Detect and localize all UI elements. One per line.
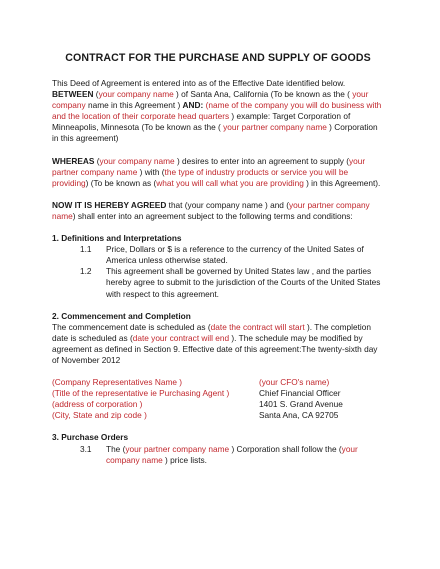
signature-row: [52, 388, 384, 399]
po-text-1: The (: [106, 443, 126, 454]
signature-row: [52, 410, 384, 421]
representative-name-placeholder: (Company Representatives Name ): [52, 377, 183, 388]
placeholder-your-company: your company: [52, 89, 369, 111]
whereas-text-open: (: [94, 155, 100, 166]
street-address: 1401 S. Grand Avenue: [259, 399, 343, 410]
placeholder-partner-company-name: your partner company name: [52, 155, 366, 177]
section-3-heading: 3. Purchase Orders: [52, 432, 129, 443]
clause-text: Price, Dollars or $ is a reference to the currency of the United Sates of America unless otherwise stated.: [106, 244, 364, 266]
commencement-text-1: The commencement date is scheduled as (: [52, 321, 211, 332]
city-state-zip: Santa Ana, CA 92705: [259, 410, 339, 421]
between-text-3: ) example: Target Corporation of Minneapolis, Minnesota (To be known as the (: [52, 111, 351, 133]
placeholder-your-company-name: your company name: [106, 443, 358, 465]
now-text-2: ) shall enter into an agreement subject to the following terms and conditions:: [72, 210, 353, 221]
whereas-text-1: ) desires to enter into an agreement to supply (: [174, 155, 349, 166]
signature-block: [52, 377, 384, 421]
section-1-heading: 1. Definitions and Interpretations: [52, 233, 182, 244]
clause-3-1: [52, 444, 384, 466]
now-agreed-paragraph: [52, 200, 384, 222]
placeholder-start-date: date the contract will start: [210, 321, 305, 332]
section-2-heading: 2. Commencement and Completion: [52, 310, 191, 321]
whereas-text-4: ) in this Agreement).: [303, 177, 381, 188]
representative-title-placeholder: (Title of the representative ie Purchasing Agent ): [52, 388, 230, 399]
commencement-text-3: ). The schedule may be modified by agreement as defined in Section 9. Effective date of this agreement:The twenty-sixth day of November 2012: [52, 332, 378, 365]
clause-1-2: [52, 266, 384, 299]
whereas-paragraph: [52, 156, 384, 189]
now-text-1: that (your company name ) and (: [166, 199, 289, 210]
signature-row: [52, 377, 384, 388]
signature-row: [52, 399, 384, 410]
commencement-text-2: ). The completion date is scheduled as (: [52, 321, 371, 343]
clause-text: This agreement shall be governed by United States law , and the parties hereby agree to submit to the jurisdiction of the Courts of the United States with respect to this agreement.: [106, 266, 381, 299]
between-label: BETWEEN: [52, 89, 94, 100]
city-state-zip-placeholder: (City, State and zip code ): [52, 410, 147, 421]
intro-paragraph: This Deed of Agreement is entered into as of the Effective Date identified below.: [52, 78, 346, 88]
placeholder-partner-company-name: your partner company name: [220, 122, 327, 133]
clause-number: 3.1: [80, 443, 92, 454]
between-text-2: name in this Agreement ): [87, 100, 183, 111]
whereas-text-3: ) (To be known as (: [85, 177, 157, 188]
address-placeholder: (address of corporation ): [52, 399, 143, 410]
clause-number: 1.1: [80, 244, 92, 255]
whereas-label: WHEREAS: [52, 155, 95, 166]
clause-text: [106, 444, 384, 466]
placeholder-partner-company-name: your partner company name: [125, 443, 230, 454]
placeholder-partner-company-name: your partner company name: [52, 199, 370, 221]
and-label: AND:: [182, 100, 204, 111]
po-text-3: ) price lists.: [162, 454, 207, 465]
between-text-open: (: [93, 89, 99, 100]
clause-number: 1.2: [80, 266, 92, 277]
placeholder-your-company-name: your company name: [99, 155, 175, 166]
whereas-text-2: ) with (: [137, 166, 165, 177]
commencement-paragraph: [52, 322, 384, 366]
placeholder-what-you-provide: what you will call what you are providing: [156, 177, 304, 188]
placeholder-industry-products: the type of industry products or service you will be providing: [52, 166, 349, 188]
between-paragraph: [52, 89, 384, 144]
cfo-title: Chief Financial Officer: [259, 388, 341, 399]
placeholder-partner-company-location: (name of the company you will do business with and the location of their corporate head quarters: [52, 100, 382, 122]
cfo-name-placeholder: (your CFO's name): [259, 377, 330, 388]
placeholder-your-company-name: your company name: [98, 89, 174, 100]
po-text-2: ) Corporation shall follow the (: [229, 443, 342, 454]
between-text-1: ) of Santa Ana, California (To be known as the (: [173, 89, 350, 100]
between-text-4: ) Corporation in this agreement): [52, 122, 378, 144]
document-title: CONTRACT FOR THE PURCHASE AND SUPPLY OF GOODS: [65, 52, 371, 64]
now-agreed-label: NOW IT IS HEREBY AGREED: [52, 199, 167, 210]
clause-1-1: [52, 244, 384, 266]
placeholder-end-date: date your contract will end: [132, 332, 230, 343]
